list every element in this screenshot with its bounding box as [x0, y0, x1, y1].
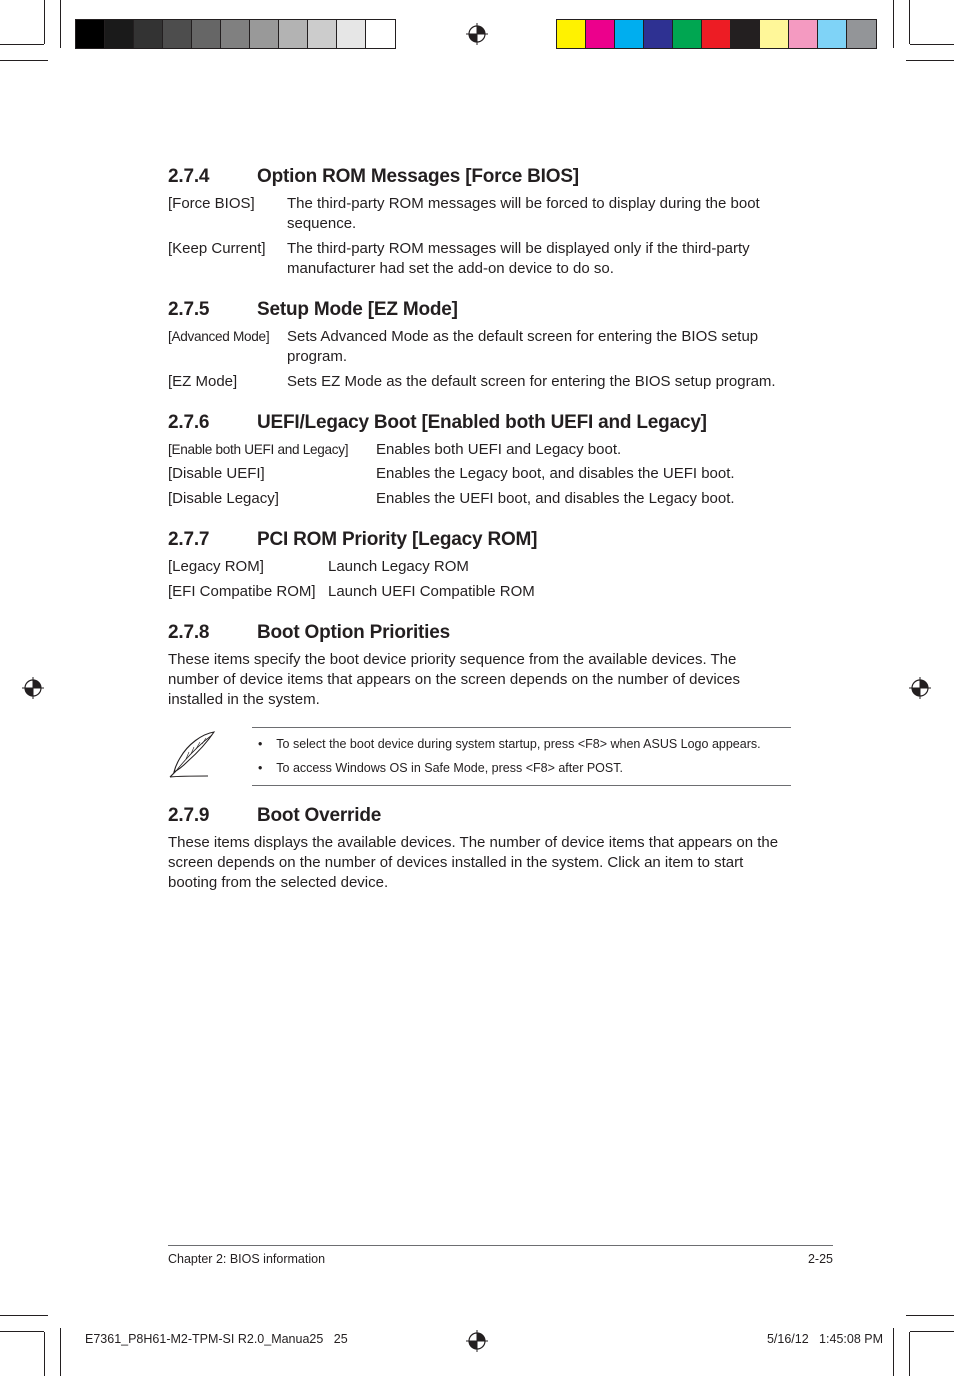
color-swatch	[760, 20, 789, 48]
section-number: 2.7.4	[168, 166, 210, 187]
section-title: Boot Option Priorities	[257, 622, 450, 643]
option-label: [Disable Legacy]	[168, 490, 279, 507]
crop-mark	[60, 0, 61, 48]
option-description: Launch UEFI Compatible ROM	[328, 583, 535, 600]
option-description: The third-party ROM messages will be displayed only if the third-party	[287, 240, 750, 257]
section-heading-2-7-5	[168, 299, 458, 321]
crop-mark	[44, 1332, 45, 1376]
registration-mark-icon	[22, 677, 44, 699]
gray-swatch	[250, 20, 279, 48]
crop-mark	[0, 60, 48, 61]
gray-swatch	[76, 20, 105, 48]
option-description: Enables the UEFI boot, and disables the Legacy boot.	[376, 490, 735, 507]
gray-swatch	[337, 20, 366, 48]
option-description: Launch Legacy ROM	[328, 558, 469, 575]
section-heading-2-7-7	[168, 529, 537, 551]
print-slug-timestamp: 5/16/12 1:45:08 PM	[766, 1332, 883, 1346]
color-swatch	[644, 20, 673, 48]
note-bullet: • To access Windows OS in Safe Mode, press <F8> after POST.	[258, 761, 623, 775]
gray-swatch	[105, 20, 134, 48]
color-swatch	[818, 20, 847, 48]
gray-swatch	[163, 20, 192, 48]
color-swatch	[615, 20, 644, 48]
footer-chapter: Chapter 2: BIOS information	[168, 1252, 326, 1266]
note-bullet-text: To select the boot device during system startup, press <F8> when ASUS Logo appears.	[276, 737, 761, 751]
gray-swatch	[192, 20, 221, 48]
option-label: [Advanced Mode]	[168, 329, 270, 344]
crop-mark	[893, 1328, 894, 1376]
gray-swatch	[279, 20, 308, 48]
registration-mark-icon	[909, 677, 931, 699]
section-heading-2-7-4	[168, 166, 579, 188]
option-label: [Keep Current]	[168, 240, 266, 257]
gray-swatch	[221, 20, 250, 48]
feather-pen-icon	[166, 730, 218, 780]
crop-mark	[910, 1331, 954, 1332]
process-color-bar	[556, 19, 877, 49]
section-paragraph: These items displays the available devices. The number of device items that appears on the screen depends on the number of devices installed in the system. Click an item to start booting from the selected device.	[168, 834, 779, 891]
option-label: [Disable UEFI]	[168, 465, 265, 482]
color-swatch	[586, 20, 615, 48]
registration-mark-icon	[466, 23, 488, 45]
section-heading-2-7-8	[168, 622, 450, 644]
option-description: manufacturer had set the add-on device to do so.	[287, 260, 614, 277]
option-description: Enables both UEFI and Legacy boot.	[376, 441, 622, 458]
crop-mark	[906, 1315, 954, 1316]
crop-mark	[909, 0, 910, 44]
registration-mark-icon	[466, 1330, 488, 1352]
grayscale-color-bar	[75, 19, 396, 49]
section-title: UEFI/Legacy Boot [Enabled both UEFI and Legacy]	[257, 412, 707, 433]
color-swatch	[702, 20, 731, 48]
crop-mark	[44, 0, 45, 44]
crop-mark	[0, 1331, 44, 1332]
note-bottom-rule	[252, 785, 791, 786]
crop-mark	[0, 1315, 48, 1316]
option-description: Enables the Legacy boot, and disables the UEFI boot.	[376, 465, 735, 482]
option-description: sequence.	[287, 215, 357, 232]
option-label: [Legacy ROM]	[168, 558, 264, 575]
crop-mark	[893, 0, 894, 48]
section-number: 2.7.5	[168, 299, 210, 320]
color-swatch	[673, 20, 702, 48]
section-number: 2.7.7	[168, 529, 210, 550]
option-description: Sets Advanced Mode as the default screen for entering the BIOS setup	[287, 328, 759, 345]
option-description: Sets EZ Mode as the default screen for entering the BIOS setup program.	[287, 373, 776, 390]
section-title: Boot Override	[257, 805, 382, 826]
gray-swatch	[308, 20, 337, 48]
option-label: [Force BIOS]	[168, 195, 255, 212]
option-label: [EFI Compatibe ROM]	[168, 583, 316, 600]
note-bullet-text: To access Windows OS in Safe Mode, press <F8> after POST.	[276, 761, 623, 775]
section-paragraph: These items specify the boot device priority sequence from the available devices. The number of device items that appears on the screen depends on the number of devices installed in the system.	[168, 651, 741, 708]
gray-swatch	[134, 20, 163, 48]
section-number: 2.7.8	[168, 622, 210, 643]
color-swatch	[557, 20, 586, 48]
color-swatch	[847, 20, 876, 48]
section-title: Option ROM Messages [Force BIOS]	[257, 166, 579, 187]
section-number: 2.7.9	[168, 805, 210, 826]
section-heading-2-7-9	[168, 805, 381, 827]
crop-mark	[906, 60, 954, 61]
color-swatch	[731, 20, 760, 48]
section-title: PCI ROM Priority [Legacy ROM]	[257, 529, 538, 550]
color-swatch	[789, 20, 818, 48]
option-label: [EZ Mode]	[168, 373, 238, 390]
note-bullet: • To select the boot device during system startup, press <F8> when ASUS Logo appears.	[258, 737, 761, 751]
crop-mark	[909, 1332, 910, 1376]
crop-mark	[910, 44, 954, 45]
print-slug-filename: E7361_P8H61-M2-TPM-SI R2.0_Manua25 25	[85, 1332, 348, 1346]
section-number: 2.7.6	[168, 412, 210, 433]
footer-rule	[168, 1245, 833, 1246]
option-description: The third-party ROM messages will be forced to display during the boot	[287, 195, 760, 212]
option-label: [Enable both UEFI and Legacy]	[168, 442, 349, 457]
crop-mark	[0, 44, 44, 45]
gray-swatch	[366, 20, 395, 48]
note-top-rule	[252, 727, 791, 728]
section-title: Setup Mode [EZ Mode]	[257, 299, 458, 320]
crop-mark	[60, 1328, 61, 1376]
section-heading-2-7-6	[168, 412, 707, 434]
footer-page-number: 2-25	[807, 1252, 833, 1266]
option-description: program.	[287, 348, 348, 365]
